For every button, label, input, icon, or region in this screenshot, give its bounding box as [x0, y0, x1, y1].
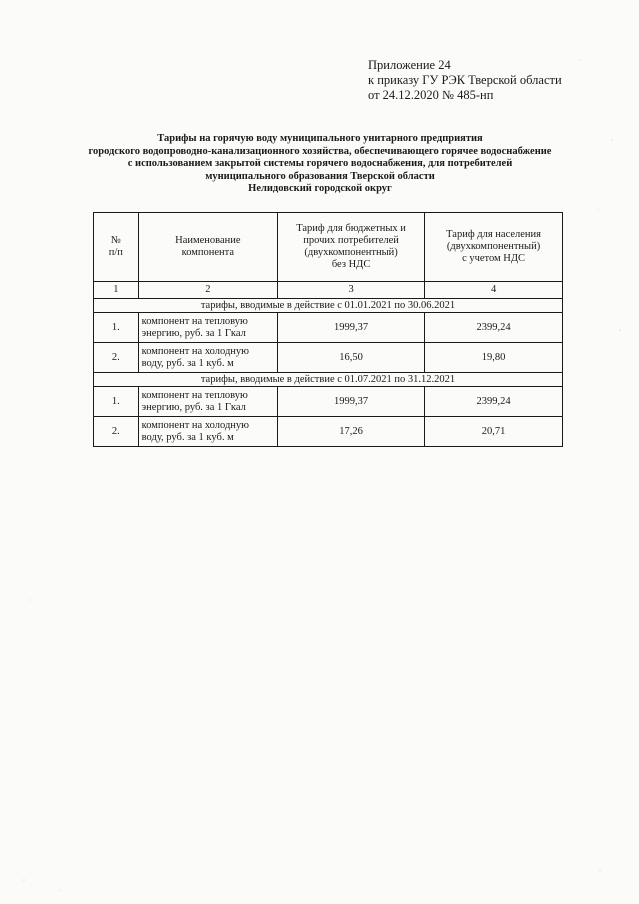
column-number-row	[94, 282, 563, 299]
annex-title: Приложение 24	[368, 58, 451, 72]
title-line-3: с использованием закрытой системы горячего водоснабжения, для потребителей	[127, 158, 513, 170]
header-name-line: Наименование	[175, 235, 241, 246]
budget-tariff: 17,26	[278, 417, 425, 447]
component-name-line: компонент на холодную	[141, 419, 250, 431]
population-tariff: 20,71	[425, 417, 563, 447]
row-number: 1.	[94, 313, 139, 343]
annex-order-date: от 24.12.2020 № 485-нп	[368, 88, 494, 102]
table-row	[94, 417, 563, 447]
period-label: тарифы, вводимые в действие с 01.01.2021 по 30.06.2021	[94, 299, 563, 313]
table-row	[94, 387, 563, 417]
tariff-table	[93, 212, 563, 447]
col-number: 1	[94, 282, 139, 299]
component-name	[138, 343, 277, 373]
component-name-line: компонент на тепловую	[141, 389, 248, 401]
title-line-5: Нелидовский городской округ	[248, 183, 392, 195]
header-budget-line: Тариф для бюджетных и	[296, 223, 406, 234]
header-budget	[278, 213, 425, 282]
header-pop-line: с учетом НДС	[462, 253, 526, 264]
period-row	[94, 373, 563, 387]
budget-tariff: 1999,37	[278, 387, 425, 417]
component-name	[138, 417, 277, 447]
table-header-row	[94, 213, 563, 282]
header-name-line: компонента	[181, 247, 235, 258]
header-no-line: №	[110, 235, 121, 246]
title-line-1: Тарифы на горячую воду муниципального унитарного предприятия	[157, 133, 483, 144]
title-line-2: городского водопроводно-канализационного хозяйства, обеспечивающего горячее водоснабжение	[88, 145, 552, 157]
row-number: 2.	[94, 343, 139, 373]
period-label: тарифы, вводимые в действие с 01.07.2021 по 31.12.2021	[94, 373, 563, 387]
header-budget-line: прочих потребителей	[303, 235, 399, 246]
header-pop-line: Тариф для населения	[446, 229, 541, 240]
annex-block	[368, 58, 628, 103]
component-name-line: энергию, руб. за 1 Гкал	[141, 401, 246, 413]
annex-order-ref: к приказу ГУ РЭК Тверской области	[368, 73, 562, 87]
period-row	[94, 299, 563, 313]
component-name-line: воду, руб. за 1 куб. м	[141, 357, 234, 369]
document-title	[40, 133, 600, 196]
table-row	[94, 313, 563, 343]
component-name	[138, 387, 277, 417]
population-tariff: 2399,24	[425, 387, 563, 417]
table-row	[94, 343, 563, 373]
component-name-line: компонент на тепловую	[141, 315, 248, 327]
col-number: 2	[138, 282, 277, 299]
col-number: 4	[425, 282, 563, 299]
budget-tariff: 1999,37	[278, 313, 425, 343]
component-name-line: компонент на холодную	[141, 345, 250, 357]
col-number: 3	[278, 282, 425, 299]
title-line-4: муниципального образования Тверской области	[205, 170, 435, 182]
budget-tariff: 16,50	[278, 343, 425, 373]
header-no-line: п/п	[108, 247, 123, 258]
header-budget-line: (двухкомпонентный)	[304, 247, 398, 258]
header-name	[138, 213, 277, 282]
component-name-line: энергию, руб. за 1 Гкал	[141, 327, 246, 339]
population-tariff: 19,80	[425, 343, 563, 373]
header-no	[94, 213, 139, 282]
component-name	[138, 313, 277, 343]
header-population	[425, 213, 563, 282]
header-budget-line: без НДС	[331, 259, 371, 270]
row-number: 2.	[94, 417, 139, 447]
header-pop-line: (двухкомпонентный)	[446, 241, 541, 252]
population-tariff: 2399,24	[425, 313, 563, 343]
row-number: 1.	[94, 387, 139, 417]
component-name-line: воду, руб. за 1 куб. м	[141, 431, 234, 443]
